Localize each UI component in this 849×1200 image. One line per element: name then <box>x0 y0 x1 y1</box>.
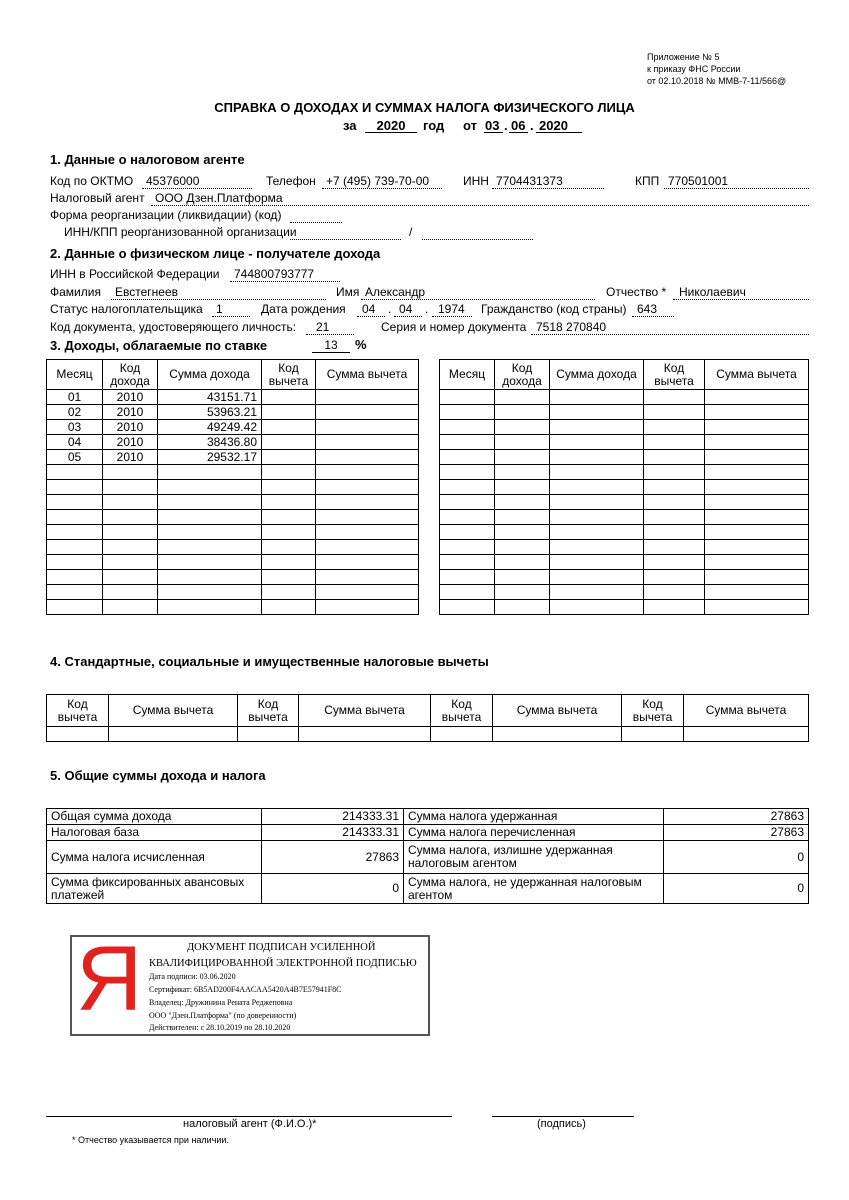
date-year: 2020 <box>539 118 568 133</box>
row-income-sum: 43151.71 <box>158 390 262 405</box>
underline <box>531 334 809 335</box>
underline <box>673 299 809 300</box>
income-row <box>47 465 419 480</box>
income-row <box>440 525 809 540</box>
income-row <box>47 450 419 465</box>
row-income-sum: 29532.17 <box>158 450 262 465</box>
income-row <box>440 465 809 480</box>
deduction-code-header: Код вычета <box>622 695 684 727</box>
income-row <box>47 540 419 555</box>
date-label: от <box>463 118 477 133</box>
reorg-inn-label: ИНН/КПП реорганизованной организации <box>64 225 297 239</box>
stamp-cert: Сертификат: 6B5AD200F4AACAA5420A4B7E57941F8C <box>149 985 342 994</box>
income-row <box>47 420 419 435</box>
underline <box>432 316 472 317</box>
income-row <box>47 480 419 495</box>
income-row <box>47 585 419 600</box>
income-table-left <box>46 359 419 615</box>
period-label: за <box>343 118 357 133</box>
stamp-valid: Действителен: с 28.10.2019 по 28.10.2020 <box>149 1023 291 1032</box>
tax-base-label: Налоговая база <box>47 825 262 841</box>
birth-month: 04 <box>399 302 413 316</box>
stamp-date: Дата подписи: 03.06.2020 <box>149 972 236 981</box>
deduction-code-header: Код вычета <box>238 695 299 727</box>
underline <box>632 316 674 317</box>
income-row <box>440 570 809 585</box>
deduction-code-header: Код вычета <box>47 695 109 727</box>
col-income-code: Код дохода <box>103 360 158 390</box>
income-row <box>47 600 419 615</box>
stamp-org: ООО "Дзен.Платформа" (по доверенности) <box>149 1011 297 1020</box>
stamp-line-2: КВАЛИФИЦИРОВАННОЙ ЭЛЕКТРОННОЙ ПОДПИСЬЮ <box>149 958 417 969</box>
col-deduction-sum: Сумма вычета <box>705 360 809 390</box>
section5-title: 5. Общие суммы дохода и налога <box>50 768 266 783</box>
doc-code-value: 21 <box>316 320 330 334</box>
phone-value: +7 (495) 739-70-00 <box>326 174 430 188</box>
income-table-right <box>439 359 809 615</box>
income-row <box>440 510 809 525</box>
underline <box>664 188 809 189</box>
tax-base-value: 214333.31 <box>262 825 404 841</box>
tax-not-withheld-label: Сумма налога, не удержанная налоговым агентом <box>404 874 664 904</box>
income-row <box>440 420 809 435</box>
income-row <box>440 390 809 405</box>
signature-stamp <box>70 928 430 1036</box>
totals-table <box>46 808 809 904</box>
yandex-logo-icon: Я <box>76 928 143 1030</box>
tax-overwithheld-label: Сумма налога, излишне удержанная налоговым агентом <box>404 841 664 874</box>
doc-series-value: 7518 270840 <box>536 320 607 334</box>
col-deduction-code: Код вычета <box>262 360 316 390</box>
underline <box>394 316 422 317</box>
deduction-code-header: Код вычета <box>431 695 493 727</box>
birth-day: 04 <box>362 302 376 316</box>
underline <box>142 188 252 189</box>
income-row <box>47 405 419 420</box>
agent-sign-line <box>46 1116 452 1117</box>
deduction-sum-header: Сумма вычета <box>493 695 622 727</box>
row-income-code: 2010 <box>103 450 158 465</box>
underline <box>422 239 533 240</box>
kpp-value: 770501001 <box>668 174 729 188</box>
kpp-label: КПП <box>635 174 660 188</box>
underline <box>290 222 342 223</box>
row-month: 03 <box>47 420 103 435</box>
slash: / <box>409 225 413 239</box>
date-month: 06 <box>511 118 526 133</box>
income-row <box>440 405 809 420</box>
underline <box>536 132 582 133</box>
appendix-line-1: Приложение № 5 <box>647 52 720 62</box>
col-income-sum: Сумма дохода <box>158 360 262 390</box>
section4-title: 4. Стандартные, социальные и имущественные налоговые вычеты <box>50 654 489 669</box>
birth-label: Дата рождения <box>261 302 346 316</box>
row-income-code: 2010 <box>103 435 158 450</box>
doc-code-label: Код документа, удостоверяющего личность: <box>50 320 297 334</box>
underline <box>111 299 326 300</box>
citizenship-label: Гражданство (код страны) <box>481 302 627 316</box>
income-row <box>440 585 809 600</box>
name-value: Александр <box>365 285 426 299</box>
row-income-sum: 53963.21 <box>158 405 262 420</box>
income-row <box>440 480 809 495</box>
income-row <box>440 600 809 615</box>
row-income-sum: 38436.80 <box>158 435 262 450</box>
income-row <box>47 570 419 585</box>
tax-not-withheld-value: 0 <box>664 874 809 904</box>
agent-sign-caption: налоговый агент (Ф.И.О.)* <box>183 1118 317 1130</box>
row-month: 01 <box>47 390 103 405</box>
col-deduction-code: Код вычета <box>644 360 705 390</box>
underline <box>322 188 442 189</box>
underline <box>492 188 604 189</box>
tax-calculated-label: Сумма налога исчисленная <box>47 841 262 874</box>
surname-label: Фамилия <box>50 285 101 299</box>
row-income-code: 2010 <box>103 420 158 435</box>
income-row <box>440 555 809 570</box>
agent-label: Налоговый агент <box>50 191 145 205</box>
col-month: Месяц <box>440 360 495 390</box>
tax-calculated-value: 27863 <box>262 841 404 874</box>
name-label: Имя <box>336 285 360 299</box>
stamp-owner: Владелец: Дружинина Рената Реджеповна <box>149 998 293 1007</box>
surname-value: Евстегнеев <box>115 285 179 299</box>
agent-inn-value: 7704431373 <box>496 174 563 188</box>
total-income-value: 214333.31 <box>262 809 404 825</box>
income-row <box>47 495 419 510</box>
stamp-line-1: ДОКУМЕНТ ПОДПИСАН УСИЛЕННОЙ <box>187 942 376 953</box>
person-inn-value: 744800793777 <box>234 267 315 281</box>
row-income-code: 2010 <box>103 390 158 405</box>
underline <box>365 132 417 133</box>
income-row <box>440 540 809 555</box>
section2-title: 2. Данные о физическом лице - получателе дохода <box>50 246 381 261</box>
col-month: Месяц <box>47 360 103 390</box>
status-label: Статус налогоплательщика <box>50 302 203 316</box>
total-income-label: Общая сумма дохода <box>47 809 262 825</box>
tax-transferred-label: Сумма налога перечисленная <box>404 825 664 841</box>
underline <box>312 352 350 353</box>
oktmo-value: 45376000 <box>146 174 200 188</box>
agent-inn-label: ИНН <box>463 174 489 188</box>
appendix-line-3: от 02.10.2018 № ММВ-7-11/566@ <box>647 76 787 86</box>
tax-transferred-value: 27863 <box>664 825 809 841</box>
col-deduction-sum: Сумма вычета <box>316 360 419 390</box>
document-title: СПРАВКА О ДОХОДАХ И СУММАХ НАЛОГА ФИЗИЧЕСКОГО ЛИЦА <box>214 100 635 115</box>
tax-withheld-value: 27863 <box>664 809 809 825</box>
underline <box>484 132 503 133</box>
deductions-table <box>46 694 809 742</box>
signature-caption: (подпись) <box>537 1118 586 1130</box>
income-row <box>440 450 809 465</box>
income-row <box>47 435 419 450</box>
section1-title: 1. Данные о налоговом агенте <box>50 152 245 167</box>
tax-overwithheld-value: 0 <box>664 841 809 874</box>
patronymic-value: Николаевич <box>679 285 746 299</box>
doc-series-label: Серия и номер документа <box>381 320 527 334</box>
underline <box>212 316 250 317</box>
person-inn-label: ИНН в Российской Федерации <box>50 267 220 281</box>
income-row <box>440 495 809 510</box>
income-row <box>440 435 809 450</box>
deduction-sum-header: Сумма вычета <box>109 695 238 727</box>
patronymic-label: Отчество * <box>606 285 667 299</box>
row-income-code: 2010 <box>103 405 158 420</box>
footnote: * Отчество указывается при наличии. <box>72 1135 229 1145</box>
col-income-sum: Сумма дохода <box>550 360 644 390</box>
underline <box>509 132 528 133</box>
underline <box>306 334 354 335</box>
underline <box>230 281 340 282</box>
underline <box>357 316 385 317</box>
section3-title: 3. Доходы, облагаемые по ставке <box>50 338 268 353</box>
col-income-code: Код дохода <box>495 360 550 390</box>
advance-payments-value: 0 <box>262 874 404 904</box>
percent-sign: % <box>355 337 367 352</box>
income-row <box>47 390 419 405</box>
tax-rate: 13 <box>324 338 338 352</box>
income-row <box>47 555 419 570</box>
income-row <box>47 525 419 540</box>
advance-payments-label: Сумма фиксированных авансовых платежей <box>47 874 262 904</box>
underline <box>151 205 809 206</box>
reorg-label: Форма реорганизации (ликвидации) (код) <box>50 208 282 222</box>
signature-line <box>492 1116 634 1117</box>
appendix-line-2: к приказу ФНС России <box>647 64 741 74</box>
underline <box>290 239 401 240</box>
row-income-sum: 49249.42 <box>158 420 262 435</box>
oktmo-label: Код по ОКТМО <box>50 174 134 188</box>
agent-value: ООО Дзен.Платформа <box>155 191 283 205</box>
tax-withheld-label: Сумма налога удержанная <box>404 809 664 825</box>
citizenship-value: 643 <box>637 302 658 316</box>
row-month: 05 <box>47 450 103 465</box>
deduction-sum-header: Сумма вычета <box>299 695 431 727</box>
row-month: 02 <box>47 405 103 420</box>
underline <box>361 299 595 300</box>
birth-year: 1974 <box>438 302 465 316</box>
appendix-note <box>647 51 786 87</box>
status-value: 1 <box>216 302 223 316</box>
row-month: 04 <box>47 435 103 450</box>
date-day: 03 <box>485 118 500 133</box>
phone-label: Телефон <box>266 174 316 188</box>
deduction-sum-header: Сумма вычета <box>684 695 809 727</box>
period-year: 2020 <box>376 118 406 133</box>
income-row <box>47 510 419 525</box>
year-word: год <box>423 118 445 133</box>
